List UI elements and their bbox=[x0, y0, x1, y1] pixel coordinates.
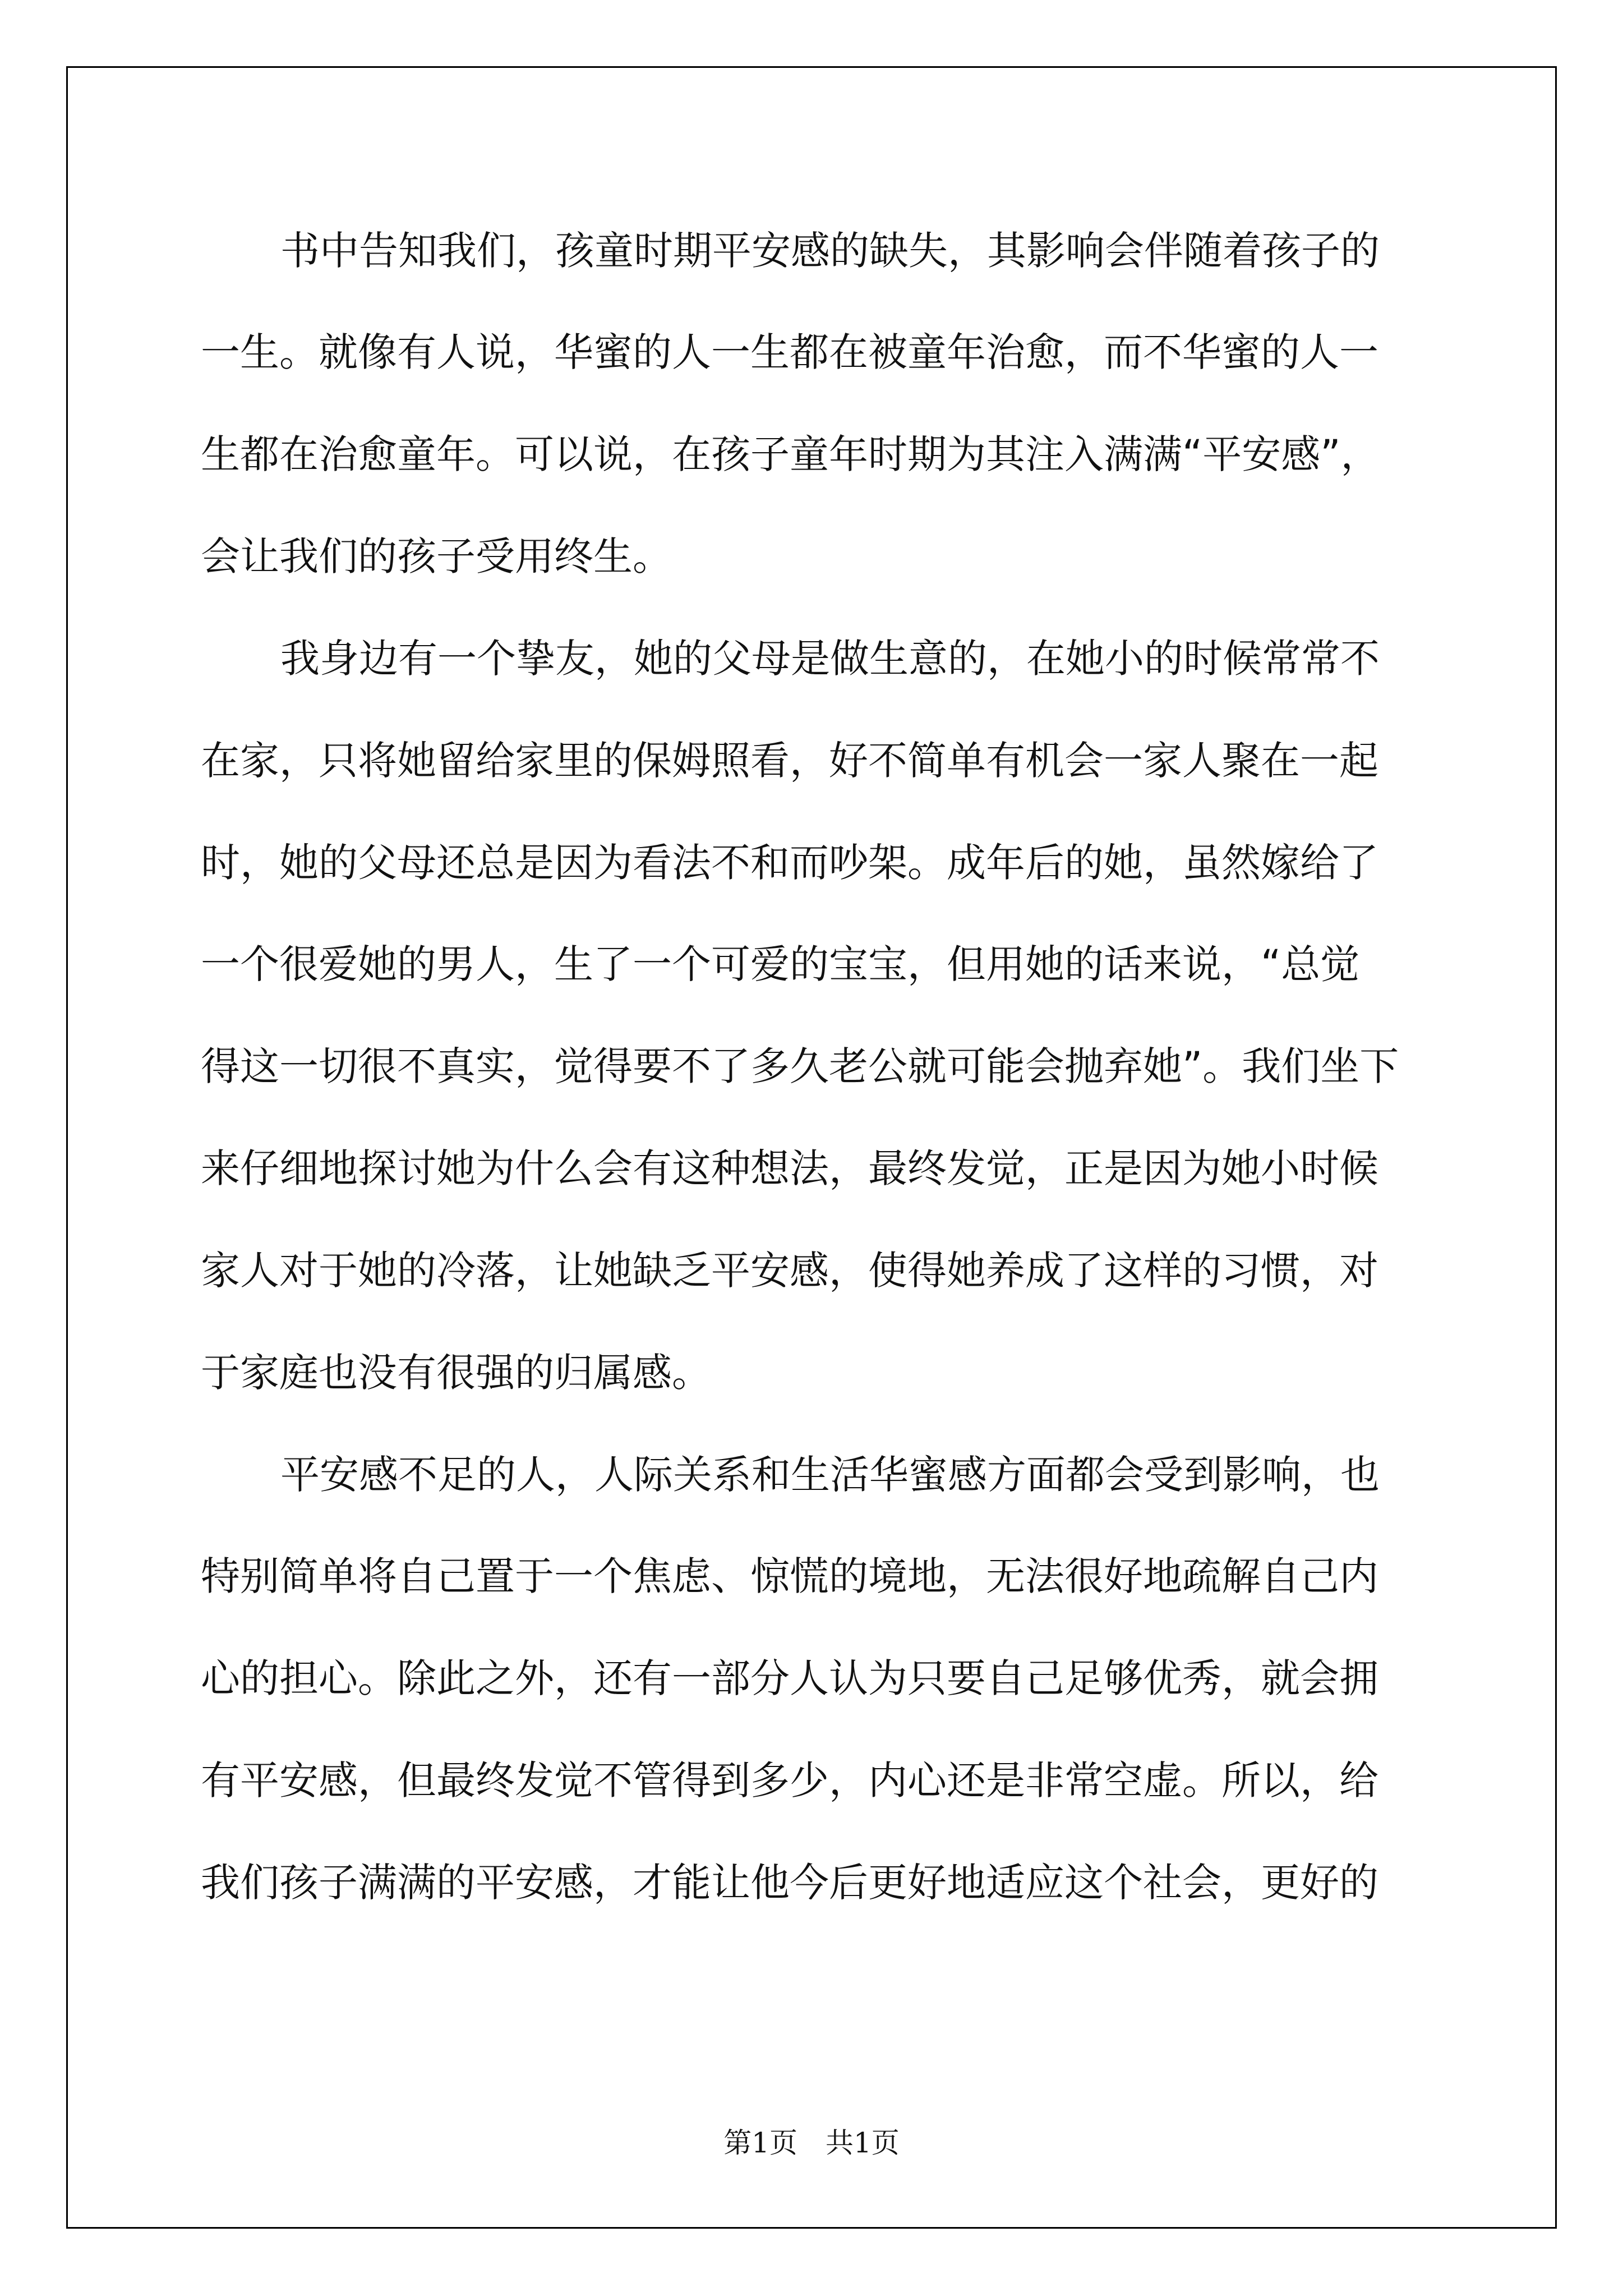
paragraph-3-line-4: 有平安感，但最终发觉不管得到多少，内心还是非常空虚。所以，给 bbox=[201, 1757, 1378, 1803]
paragraph-3-line-2: 特别简单将自己置于一个焦虑、惊慌的境地，无法很好地疏解自己内 bbox=[201, 1553, 1378, 1599]
paragraph-1-line-3: 生都在治愈童年。可以说，在孩子童年时期为其注入满满“平安感”， bbox=[201, 431, 1380, 477]
paragraph-1-line-2: 一生。就像有人说，华蜜的人一生都在被童年治愈，而不华蜜的人一 bbox=[201, 329, 1378, 375]
paragraph-3-line-3: 心的担心。除此之外，还有一部分人认为只要自己足够优秀，就会拥 bbox=[201, 1655, 1378, 1701]
paragraph-2-line-2: 在家，只将她留给家里的保姆照看，好不简单有机会一家人聚在一起 bbox=[201, 738, 1378, 784]
paragraph-2-line-3: 时，她的父母还总是因为看法不和而吵架。成年后的她，虽然嫁给了 bbox=[201, 840, 1378, 886]
paragraph-2-line-6: 来仔细地探讨她为什么会有这种想法，最终发觉，正是因为她小时候 bbox=[201, 1145, 1378, 1191]
paragraph-2-line-1: 我身边有一个挚友，她的父母是做生意的，在她小的时候常常不 bbox=[280, 636, 1380, 682]
paragraph-2-line-4: 一个很爱她的男人，生了一个可爱的宝宝，但用她的话来说，“总觉 bbox=[201, 941, 1360, 987]
page-number-footer: 第1页 共1页 bbox=[723, 2127, 900, 2159]
paragraph-1-line-1: 书中告知我们，孩童时期平安感的缺失，其影响会伴随着孩子的 bbox=[280, 228, 1380, 274]
paragraph-2-line-5: 得这一切很不真实，觉得要不了多久老公就可能会抛弃她”。我们坐下 bbox=[201, 1043, 1399, 1089]
paragraph-2-line-8: 于家庭也没有很强的归属感。 bbox=[201, 1350, 711, 1396]
paragraph-1-line-4: 会让我们的孩子受用终生。 bbox=[201, 533, 672, 579]
paragraph-3-line-1: 平安感不足的人，人际关系和生活华蜜感方面都会受到影响，也 bbox=[280, 1452, 1380, 1498]
paragraph-2-line-7: 家人对于她的冷落，让她缺乏平安感，使得她养成了这样的习惯，对 bbox=[201, 1248, 1378, 1294]
paragraph-3-line-5: 我们孩子满满的平安感，才能让他今后更好地适应这个社会，更好的 bbox=[201, 1860, 1378, 1906]
